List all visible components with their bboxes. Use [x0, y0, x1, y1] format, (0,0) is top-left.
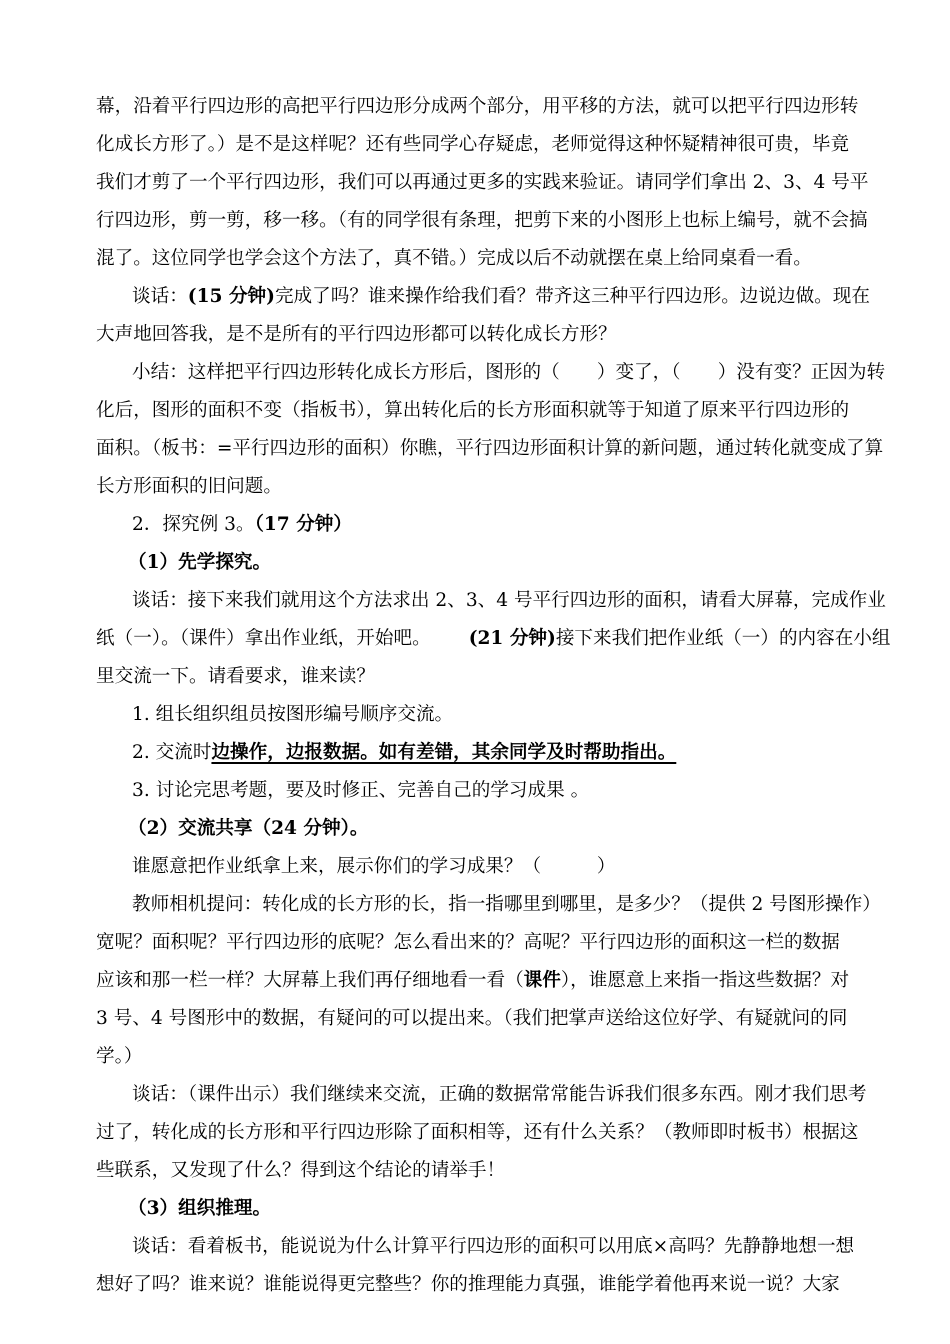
time-marker: (21 分钟) [468, 628, 556, 649]
text-line: 3 号、4 号图形中的数据，有疑问的可以提出来。（我们把掌声送给这位好学、有疑就问的同 [96, 1008, 848, 1029]
emphasis-text: 课件 [523, 970, 561, 991]
text-line [96, 627, 891, 651]
line-text: 2．探究例 3。 [132, 514, 255, 535]
text-line [96, 969, 876, 993]
summary-line: 小结：这样把平行四边形转化成长方形后，图形的（ ）变了，（ ）没有变？正因为转 [132, 362, 886, 383]
subsection-heading: （2）交流共享（24 分钟）。 [128, 818, 369, 839]
text-line: 化后，图形的面积不变（指板书），算出转化后的长方形面积就等于知道了原来平行四边形的 [96, 400, 850, 421]
text-line: 教师相机提问：转化成的长方形的长，指一指哪里到哪里，是多少？（提供 2 号图形操作） [132, 894, 881, 915]
text-line: 混了。这位同学也学会这个方法了，真不错。）完成以后不动就摆在桌上给同桌看一看。 [96, 248, 812, 269]
emphasis-text: 边操作，边报数据。如有差错，其余同学及时帮助指出。 [211, 742, 677, 763]
list-item [132, 741, 912, 765]
subsection-heading: （1）先学探究。 [128, 552, 272, 573]
text-line: 宽呢？面积呢？平行四边形的底呢？怎么看出来的？高呢？平行四边形的面积这一栏的数据 [96, 932, 840, 953]
line-text: ），谁愿意上来指一指这些数据？对 [560, 970, 850, 991]
text-line: 大声地回答我，是不是所有的平行四边形都可以转化成长方形？ [96, 324, 617, 345]
time-marker: （17 分钟） [254, 514, 352, 535]
text-line: 谈话：看着板书，能说说为什么计算平行四边形的面积可以用底×高吗？先静静地想一想 [132, 1236, 855, 1257]
line-text: 完成了吗？谁来操作给我们看？带齐这三种平行四边形。边说边做。现在 [274, 286, 870, 307]
line-text: 2. 交流时 [132, 742, 212, 763]
text-line: 长方形面积的旧问题。 [96, 476, 282, 497]
line-text: 接下来我们把作业纸（一）的内容在小组 [555, 628, 891, 649]
text-line [132, 285, 912, 309]
line-text: 谈话： [132, 286, 188, 307]
text-line: 面积。（板书：=平行四边形的面积）你瞧，平行四边形面积计算的新问题，通过转化就变成了算 [96, 438, 884, 459]
list-item: 3. 讨论完思考题，要及时修正、完善自己的学习成果 。 [132, 780, 590, 801]
text-line: 些联系，又发现了什么？得到这个结论的请举手！ [96, 1160, 506, 1181]
text-line: 谈话：（课件出示）我们继续来交流，正确的数据常常能告诉我们很多东西。刚才我们思考 [132, 1084, 867, 1105]
line-text: 纸（一）。（课件）拿出作业纸，开始吧。 [96, 628, 431, 649]
text-line: 谁愿意把作业纸拿上来，展示你们的学习成果？（ ） [132, 856, 616, 877]
subsection-heading: （3）组织推理。 [128, 1198, 272, 1219]
list-item: 1. 组长组织组员按图形编号顺序交流。 [132, 704, 454, 725]
time-marker: (15 分钟) [187, 286, 275, 307]
text-line: 想好了吗？谁来说？谁能说得更完整些？你的推理能力真强，谁能学着他再来说一说？大家 [96, 1274, 840, 1295]
text-line: 幕，沿着平行四边形的高把平行四边形分成两个部分，用平移的方法，就可以把平行四边形转 [96, 96, 859, 117]
line-text: 应该和那一栏一样？大屏幕上我们再仔细地看一看（ [96, 970, 524, 991]
text-line: 过了，转化成的长方形和平行四边形除了面积相等，还有什么关系？（教师即时板书）根据这 [96, 1122, 859, 1143]
text-line: 我们才剪了一个平行四边形，我们可以再通过更多的实践来验证。请同学们拿出 2、3、4 号平 [96, 172, 869, 193]
text-line: 谈话：接下来我们就用这个方法求出 2、3、4 号平行四边形的面积，请看大屏幕，完成作业 [132, 590, 886, 611]
text-line: 里交流一下。请看要求，谁来读？ [96, 666, 375, 687]
text-line: 行四边形，剪一剪，移一移。（有的同学很有条理，把剪下来的小图形上也标上编号，就不会搞 [96, 210, 868, 231]
section-heading [132, 513, 912, 537]
text-line: 化成长方形了。）是不是这样呢？还有些同学心存疑虑，老师觉得这种怀疑精神很可贵，毕竟 [96, 134, 850, 155]
text-line: 学。） [96, 1046, 143, 1067]
